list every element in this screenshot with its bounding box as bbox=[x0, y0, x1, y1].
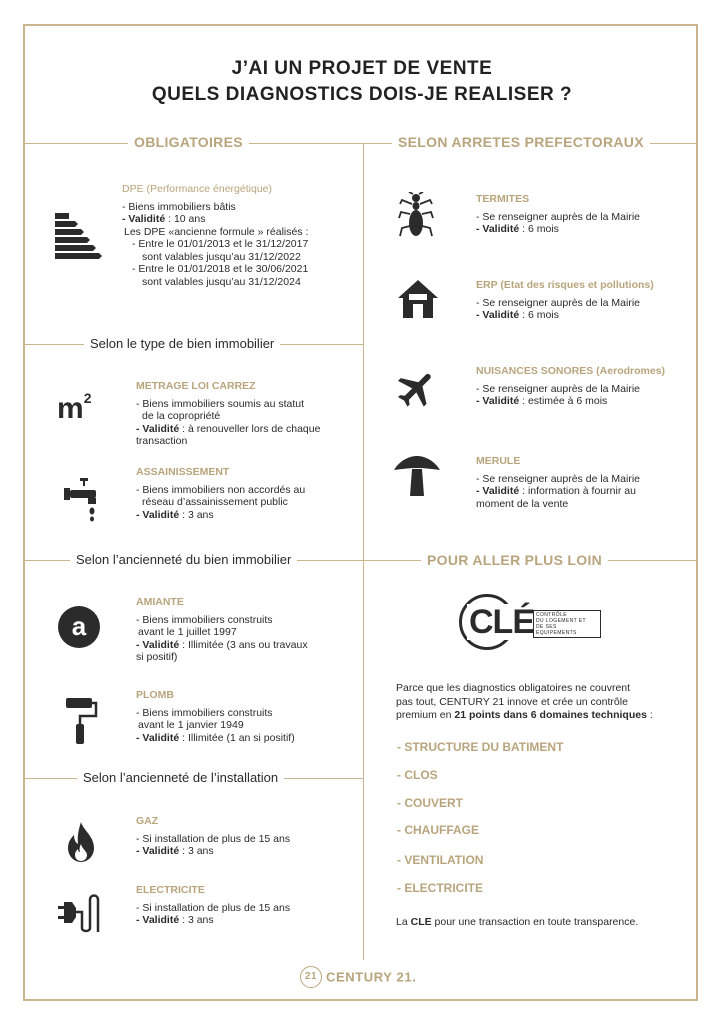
cle-footer-note bbox=[396, 916, 638, 928]
century21-logo bbox=[300, 966, 416, 988]
validity-value: : 6 mois bbox=[519, 309, 559, 321]
cle-logo-line: DE SES EQUIPEMENTS bbox=[536, 624, 577, 636]
validity-value: : estimée à 6 mois bbox=[519, 395, 608, 407]
dpe-validity bbox=[122, 213, 308, 226]
assainissement-validity bbox=[136, 509, 305, 522]
asbestos-letter: a bbox=[71, 611, 87, 641]
cle-logo-line: DU LOGEMENT ET bbox=[536, 618, 586, 624]
electricite-line: - Si installation de plus de 15 ans bbox=[136, 901, 291, 914]
plomb-validity bbox=[136, 732, 295, 745]
page-frame bbox=[23, 24, 698, 1001]
electricite-block bbox=[136, 884, 290, 927]
cle-line: Parce que les diagnostics obligatoires ne couvrent bbox=[396, 682, 631, 694]
footer-text: pour une transaction en toute transparence. bbox=[431, 916, 639, 928]
carrez-line: de la copropriété bbox=[142, 410, 221, 422]
cle-paragraph bbox=[396, 682, 686, 723]
square-meter-letter: m bbox=[57, 392, 84, 425]
nuisances-block bbox=[476, 365, 665, 408]
merule-block bbox=[476, 455, 640, 510]
carrez-line: transaction bbox=[136, 435, 188, 447]
amiante-line: - Biens immobiliers construits bbox=[136, 613, 273, 626]
paint-roller-icon bbox=[62, 698, 98, 744]
cle-logo-line: CONTRÔLE bbox=[536, 612, 567, 618]
validity-label: - Validité bbox=[136, 914, 180, 926]
cle-item: - CHAUFFAGE bbox=[397, 823, 479, 837]
dpe-line: sont valables jusqu’au 31/12/2022 bbox=[142, 250, 301, 263]
nuisances-validity bbox=[476, 395, 665, 408]
termites-block bbox=[476, 193, 640, 236]
carrez-title: METRAGE LOI CARREZ bbox=[136, 380, 256, 392]
amiante-block bbox=[136, 596, 308, 664]
validity-label: - Validité bbox=[136, 845, 180, 857]
cle-line: pas tout, CENTURY 21 innove et crée un contrôle bbox=[396, 695, 628, 708]
cle-item: - STRUCTURE DU BATIMENT bbox=[397, 740, 564, 754]
house-icon bbox=[398, 280, 438, 320]
nuisances-line: - Se renseigner auprès de la Mairie bbox=[476, 382, 641, 395]
validity-value: : 3 ans bbox=[179, 914, 214, 926]
subsection-anciennete: Selon l’ancienneté du bien immobilier bbox=[70, 552, 297, 567]
carrez-validity bbox=[136, 423, 320, 436]
century21-name: CENTURY 21. bbox=[326, 969, 417, 985]
section-prefectoraux: SELON ARRETES PREFECTORAUX bbox=[392, 134, 650, 150]
termites-line: - Se renseigner auprès de la Mairie bbox=[476, 210, 641, 223]
plomb-line: - Biens immobiliers construits bbox=[136, 706, 273, 719]
title-line-2: QUELS DIAGNOSTICS DOIS-JE REALISER ? bbox=[151, 84, 573, 105]
mushroom-icon bbox=[394, 456, 440, 498]
validity-label: - Validité bbox=[476, 309, 520, 321]
energy-label-icon bbox=[55, 213, 103, 259]
dpe-title: DPE (Performance énergétique) bbox=[122, 183, 272, 195]
validity-value: : 3 ans bbox=[179, 845, 214, 857]
validity-value: : 3 ans bbox=[179, 508, 214, 521]
footer-text: La bbox=[396, 916, 411, 928]
plomb-title: PLOMB bbox=[136, 689, 174, 701]
cle-line bbox=[396, 709, 686, 723]
merule-line: - Se renseigner auprès de la Mairie bbox=[476, 472, 641, 485]
validity-value: : 6 mois bbox=[519, 223, 559, 235]
flame-icon bbox=[66, 822, 96, 862]
termites-validity bbox=[476, 223, 640, 236]
erp-title: ERP (Etat des risques et pollutions) bbox=[476, 279, 654, 291]
amiante-title: AMIANTE bbox=[136, 596, 184, 608]
dpe-line: sont valables jusqu’au 31/12/2024 bbox=[142, 275, 301, 288]
footer-text-bold: CLE bbox=[410, 916, 432, 928]
section-plus-loin: POUR ALLER PLUS LOIN bbox=[421, 552, 608, 568]
cle-logo-caption bbox=[533, 610, 601, 638]
termites-title: TERMITES bbox=[476, 193, 530, 205]
cle-item: - ELECTRICITE bbox=[397, 881, 483, 895]
gaz-line: - Si installation de plus de 15 ans bbox=[136, 832, 291, 845]
airplane-icon bbox=[394, 366, 440, 412]
validity-label: - Validité bbox=[136, 508, 180, 521]
century21-badge: 21 bbox=[300, 966, 322, 988]
gaz-title: GAZ bbox=[136, 815, 159, 827]
dpe-block bbox=[122, 183, 308, 288]
merule-title: MERULE bbox=[476, 455, 521, 467]
asbestos-icon bbox=[58, 606, 100, 648]
subsection-installation: Selon l’ancienneté de l’installation bbox=[77, 770, 284, 785]
validity-value: : à renouveller lors de chaque bbox=[179, 422, 321, 435]
amiante-validity bbox=[136, 639, 308, 652]
validity-label: - Validité bbox=[122, 213, 166, 225]
validity-value: : Illimitée (3 ans ou travaux bbox=[179, 638, 308, 651]
erp-block bbox=[476, 279, 654, 322]
plomb-block bbox=[136, 689, 295, 744]
amiante-line: avant le 1 juillet 1997 bbox=[138, 626, 237, 638]
dpe-line: - Biens immobiliers bâtis bbox=[122, 200, 236, 213]
column-divider bbox=[363, 143, 364, 960]
cle-text-part: premium en bbox=[396, 709, 455, 721]
termite-icon bbox=[398, 192, 434, 240]
validity-label: - Validité bbox=[476, 223, 520, 235]
cle-item: - VENTILATION bbox=[397, 853, 484, 867]
assainissement-line: - Biens immobiliers non accordés au bbox=[136, 483, 306, 496]
cle-logo bbox=[459, 594, 599, 656]
validity-value: : Illimitée (1 an si positif) bbox=[179, 731, 295, 744]
validity-label: - Validité bbox=[136, 731, 180, 744]
validity-label: - Validité bbox=[476, 485, 520, 497]
validity-label: - Validité bbox=[136, 422, 180, 435]
electricite-title: ELECTRICITE bbox=[136, 884, 205, 896]
dpe-line: - Entre le 01/01/2013 et le 31/12/2017 bbox=[132, 238, 309, 250]
merule-validity bbox=[476, 485, 640, 498]
gaz-validity bbox=[136, 845, 290, 858]
amiante-line: si positif) bbox=[136, 651, 178, 663]
cle-text-part: : bbox=[646, 709, 653, 721]
title-line-1: J’AI UN PROJET DE VENTE bbox=[231, 58, 493, 79]
assainissement-line: réseau d’assainissement public bbox=[142, 496, 288, 508]
validity-label: - Validité bbox=[476, 395, 520, 407]
validity-label: - Validité bbox=[136, 638, 180, 651]
validity-value: : 10 ans bbox=[165, 213, 206, 225]
carrez-line: - Biens immobiliers soumis au statut bbox=[136, 397, 305, 410]
gaz-block bbox=[136, 815, 290, 858]
electric-plug-icon bbox=[58, 892, 102, 934]
dpe-line: - Entre le 01/01/2018 et le 30/06/2021 bbox=[132, 263, 309, 275]
validity-value: : information à fournir au bbox=[519, 485, 636, 497]
cle-item: - CLOS bbox=[397, 768, 438, 782]
section-obligatoires: OBLIGATOIRES bbox=[128, 134, 249, 150]
assainissement-title: ASSAINISSEMENT bbox=[136, 466, 230, 478]
nuisances-title: NUISANCES SONORES (Aerodromes) bbox=[476, 365, 666, 377]
dpe-line: Les DPE «ancienne formule » réalisés : bbox=[124, 225, 309, 238]
subsection-type: Selon le type de bien immobilier bbox=[84, 336, 280, 351]
cle-text-bold: 21 points dans 6 domaines techniques bbox=[454, 709, 647, 721]
cle-item: - COUVERT bbox=[397, 796, 463, 810]
square-meter-icon: $m^2$ bbox=[57, 390, 92, 425]
merule-line: moment de la vente bbox=[476, 497, 569, 510]
plomb-line: avant le 1 janvier 1949 bbox=[138, 719, 244, 731]
electricite-validity bbox=[136, 914, 290, 927]
erp-line: - Se renseigner auprès de la Mairie bbox=[476, 296, 641, 309]
assainissement-block bbox=[136, 466, 305, 521]
erp-validity bbox=[476, 309, 654, 322]
cle-logo-word: CLÉ bbox=[469, 603, 534, 641]
page-title bbox=[0, 56, 724, 108]
water-tap-icon bbox=[64, 478, 104, 522]
carrez-block bbox=[136, 380, 320, 448]
